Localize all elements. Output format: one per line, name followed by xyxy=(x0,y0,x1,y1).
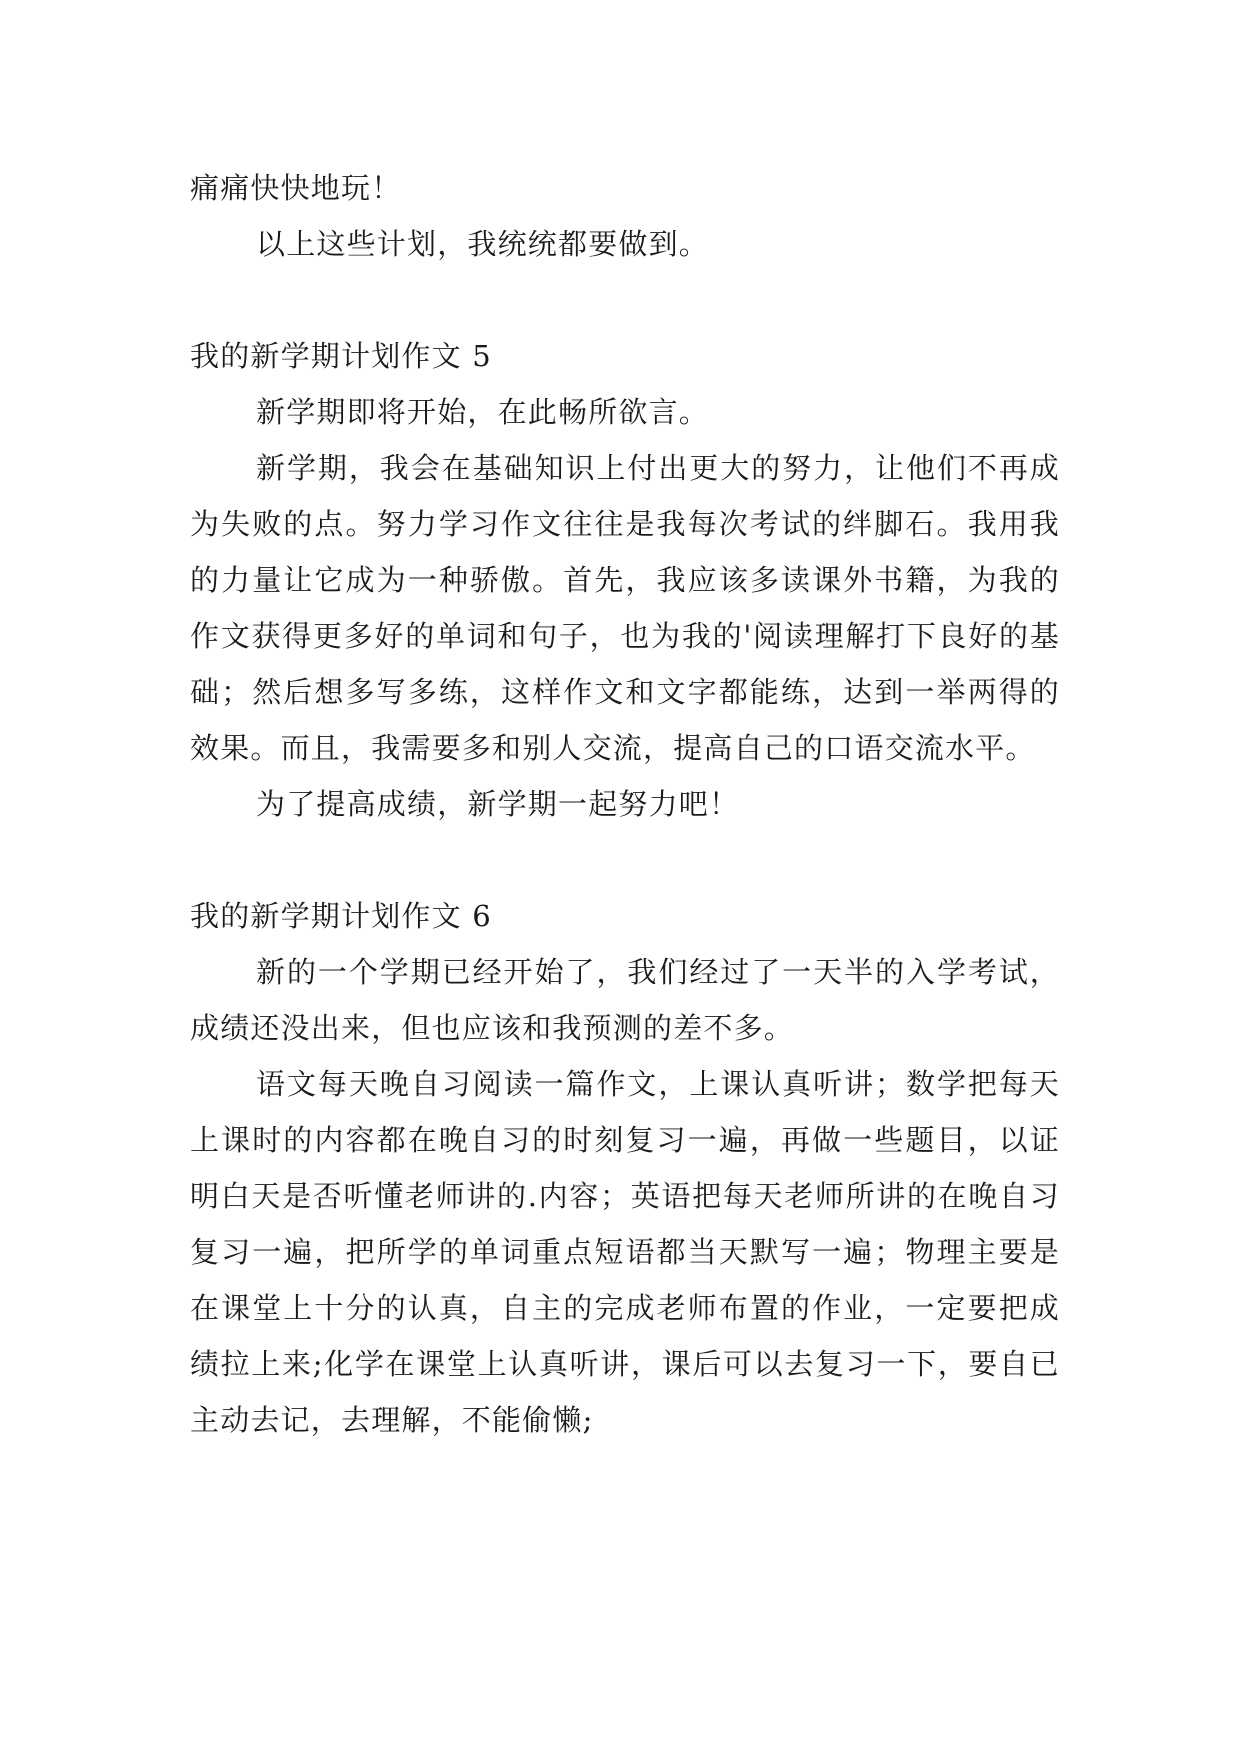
section-spacer xyxy=(190,832,1060,888)
section-5-paragraph-3: 为了提高成绩，新学期一起努力吧！ xyxy=(256,787,740,821)
document-body xyxy=(190,160,1060,1448)
continued-paragraph: 痛痛快快地玩！ xyxy=(190,171,402,205)
section-5-paragraph-1: 新学期即将开始，在此畅所欲言。 xyxy=(256,395,710,429)
section-6-paragraph-2: 语文每天晚自习阅读一篇作文，上课认真听讲；数学把每天上课时的内容都在晚自习的时刻复习一遍，再做一些题目，以证明白天是否听懂老师讲的.内容；英语把每天老师所讲的在晚自习复习一遍，把所学的单词重点短语都当天默写一遍；物理主要是在课堂上十分的认真，自主的完成老师布置的作业，一定要把成绩拉上来;化学在课堂上认真听讲，课后可以去复习一下，要自已主动去记，去理解，不能偷懒; xyxy=(190,1067,1060,1437)
section-6-paragraph-1: 新的一个学期已经开始了，我们经过了一天半的入学考试，成绩还没出来，但也应该和我预测的差不多。 xyxy=(190,955,1060,1045)
section-spacer xyxy=(190,272,1060,328)
section-title-5: 我的新学期计划作文 5 xyxy=(190,339,492,373)
closing-paragraph: 以上这些计划，我统统都要做到。 xyxy=(256,227,710,261)
section-5-paragraph-2: 新学期，我会在基础知识上付出更大的努力，让他们不再成为失败的点。努力学习作文往往是我每次考试的绊脚石。我用我的力量让它成为一种骄傲。首先，我应该多读课外书籍，为我的作文获得更多好的单词和句子，也为我的'阅读理解打下良好的基础；然后想多写多练，这样作文和文字都能练，达到一举两得的效果。而且，我需要多和别人交流，提高自己的口语交流水平。 xyxy=(190,451,1060,765)
section-title-6: 我的新学期计划作文 6 xyxy=(190,899,492,933)
